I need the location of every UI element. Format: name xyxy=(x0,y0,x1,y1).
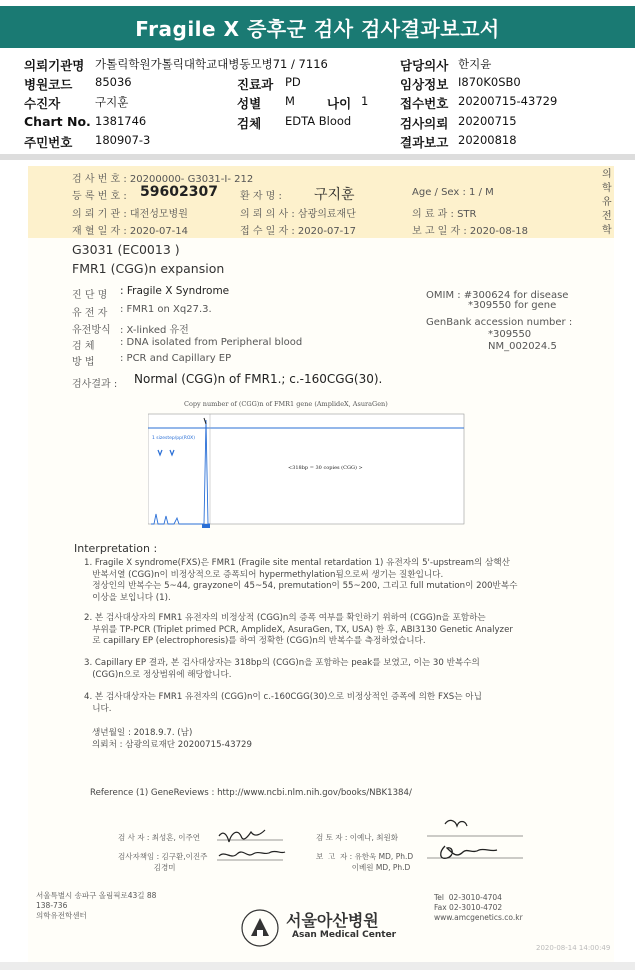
field-value-specimen: : DNA isolated from Peripheral blood xyxy=(120,337,303,348)
field-value-inheritance: : X-linked 유전 xyxy=(120,325,189,336)
center-contact: Tel 02-3010-4704 Fax 02-3010-4702 www.amcgenetics.co.kr xyxy=(434,893,523,922)
asan-logo-emblem xyxy=(240,908,280,948)
chart-annotation: <318bp = 30 copies (CGG) > xyxy=(288,465,363,471)
value-age: 1 xyxy=(361,94,369,108)
value-resident-no: 180907-3 xyxy=(95,133,151,147)
center-address: 서울특별시 송파구 올림픽로43길 88 138-736 의학유전학센터 xyxy=(36,891,157,920)
chart-title: Copy number of (CGG)n of FMR1 gene (AmplideX, AsuraGen) xyxy=(184,400,388,408)
label-requesting-institution: 의뢰기관명 xyxy=(24,58,85,73)
field-value-gene: : FMR1 on Xq27.3. xyxy=(120,304,212,315)
requesting-doctor: 의 뢰 의 사 : 삼광의료재단 xyxy=(240,209,356,220)
report-title-bar xyxy=(0,0,635,48)
value-clinical-info: I870K0SB0 xyxy=(458,75,521,89)
value-doctor: 한지윤 xyxy=(458,57,492,71)
patient-info-header xyxy=(0,52,635,154)
signature-reviewer-image xyxy=(423,814,533,874)
label-resident-no: 주민번호 xyxy=(24,135,73,150)
label-patient: 수진자 xyxy=(24,96,61,111)
genbank-line-3: NM_002024.5 xyxy=(488,341,557,352)
genbank-line-1: GenBank accession number : xyxy=(426,317,573,328)
print-timestamp: 2020-08-14 14:00:49 xyxy=(536,944,611,952)
value-result-report: 20200818 xyxy=(458,133,517,147)
interpretation-2: 2. 본 검사대상자의 FMR1 유전자의 비정상적 (CGG)n의 증폭 여부를 확인하기 위하여 (CGG)n을 포함하는 부위를 TP-PCR (Triplet primed PCR, AmplideX, AsuraGen, TX, USA) 한 후, ABI3130 Genetic Analyzer 로 capillary EP (electrophoresis)를 하여 정확한 (CGG)n의 반복수를 측정하였습니다. xyxy=(84,613,513,646)
field-value-diagnosis: : Fragile X Syndrome xyxy=(120,285,230,297)
registration-number: 59602307 xyxy=(140,184,218,200)
interpretation-3: 3. Capillary EP 결과, 본 검사대상자는 318bp의 (CGG)n을 포함하는 peak를 보였고, 이는 30 반복수의 (CGG)n으로 정상범위에 해당합니다. xyxy=(84,658,480,680)
tester: 검 사 자 : 최성혼, 이주연 xyxy=(118,833,201,842)
value-hospital-code: 85036 xyxy=(95,75,132,89)
responsible-tester: 검사자책임 : 김구환,이진주 김경미 xyxy=(118,852,208,872)
requester: 의뢰처 : 삼광의료재단 20200715-43729 xyxy=(92,740,252,750)
field-label-gene: 유 전 자 xyxy=(72,308,108,319)
value-chart-no: 1381746 xyxy=(95,114,147,128)
value-patient: 구지훈 xyxy=(95,95,129,109)
value-receipt-no: 20200715-43729 xyxy=(458,94,558,108)
label-clinical-info: 임상정보 xyxy=(400,77,449,92)
signature-tester-image xyxy=(213,818,323,868)
chart-legend: 1 sizestep/pp(ROX) xyxy=(152,436,195,441)
interpretation-title: Interpretation : xyxy=(74,542,158,555)
interpretation-1: 1. Fragile X syndrome(FXS)은 FMR1 (Fragile site mental retardation 1) 유전자의 5'-upstream의 삼핵산 반복서열 (CGG)n이 비정상적으로 증폭되어 hypermethylation됨으로써 생기는 질환입니다. 정상인의 반복수는 5~44, grayzone이 45~54, premutation이 55~200, 그리고 full mutation이 200반복수 이상을 보입니다 (1). xyxy=(84,558,518,603)
result-label: 검사결과 : xyxy=(72,379,118,390)
method-title: FMR1 (CGG)n expansion xyxy=(72,261,225,276)
label-sex: 성별 xyxy=(237,96,262,111)
collection-date: 재 혈 일 자 : 2020-07-14 xyxy=(72,226,189,237)
medical-dept: 의 료 과 : STR xyxy=(412,209,477,220)
scanned-report xyxy=(28,166,614,962)
age-sex: Age / Sex : 1 / M xyxy=(412,187,494,198)
label-doctor: 담당의사 xyxy=(400,58,449,73)
reviewer: 검 토 자 : 이예나, 최원화 xyxy=(316,833,399,842)
requesting-org: 의 뢰 기 관 : 대전성모병원 xyxy=(72,209,188,220)
field-label-diagnosis: 진 단 명 xyxy=(72,290,108,301)
value-test-request: 20200715 xyxy=(458,114,517,128)
hospital-name-korean: 서울아산병원 xyxy=(286,911,379,930)
report-date: 보 고 일 자 : 2020-08-18 xyxy=(412,226,529,237)
genbank-line-2: *309550 xyxy=(488,329,532,340)
registration-label: 등 록 번 호 : xyxy=(72,191,127,202)
patient-name: 구지훈 xyxy=(314,187,355,203)
field-label-specimen: 검 체 xyxy=(72,341,95,352)
test-code: G3031 (EC0013 ) xyxy=(72,242,180,257)
patient-name-label: 환 자 명 : xyxy=(240,191,282,202)
reporter: 보 고 자 : 유한욱 MD, Ph.D 이베원 MD, Ph.D xyxy=(316,852,414,872)
omim-line-1: OMIM : #300624 for disease xyxy=(426,290,569,301)
hospital-name-english: Asan Medical Center xyxy=(292,930,397,940)
peak-base-marker xyxy=(202,524,210,528)
value-specimen: EDTA Blood xyxy=(285,114,352,128)
label-test-request: 검사의뢰 xyxy=(400,116,449,131)
label-age: 나이 xyxy=(327,96,352,111)
label-chart-no: Chart No. xyxy=(24,114,91,129)
value-requesting-institution: 가톨릭학원가톨릭대학교대병동모병71 / 7116 xyxy=(95,57,328,71)
receipt-date: 접 수 일 자 : 2020-07-17 xyxy=(240,226,357,237)
value-department: PD xyxy=(285,75,301,89)
report-title: Fragile X 증후군 검사 검사결과보고서 xyxy=(135,16,500,41)
page-footer-strip xyxy=(0,962,635,970)
date-of-birth: 생년월일 : 2018.9.7. (남) xyxy=(92,728,193,738)
capillary-ep-chart xyxy=(148,406,468,534)
omim-line-2: *309550 for gene xyxy=(468,300,557,311)
reference: Reference (1) GeneReviews : http://www.ncbi.nlm.nih.gov/books/NBK1384/ xyxy=(90,788,412,798)
field-value-method: : PCR and Capillary EP xyxy=(120,353,232,364)
label-department: 진료과 xyxy=(237,77,274,92)
label-hospital-code: 병원코드 xyxy=(24,77,73,92)
test-number: 검 사 번 호 : 20200000- G3031-I- 212 xyxy=(72,174,254,185)
dept-vertical-label: 의학유전학 xyxy=(602,169,612,236)
result-value: Normal (CGG)n of FMR1.; c.-160CGG(30). xyxy=(134,372,383,386)
field-label-inheritance: 유전방식 xyxy=(72,325,111,336)
label-result-report: 결과보고 xyxy=(400,135,449,150)
label-specimen: 검체 xyxy=(237,116,262,131)
interpretation-4: 4. 본 검사대상자는 FMR1 유전자의 (CGG)n이 c.-160CGG(30)으로 비정상적인 증폭에 의한 FXS는 아닙 니다. xyxy=(84,692,482,714)
header-divider xyxy=(0,154,635,160)
label-receipt-no: 접수번호 xyxy=(400,96,449,111)
value-sex: M xyxy=(285,94,295,108)
field-label-method: 방 법 xyxy=(72,357,95,368)
